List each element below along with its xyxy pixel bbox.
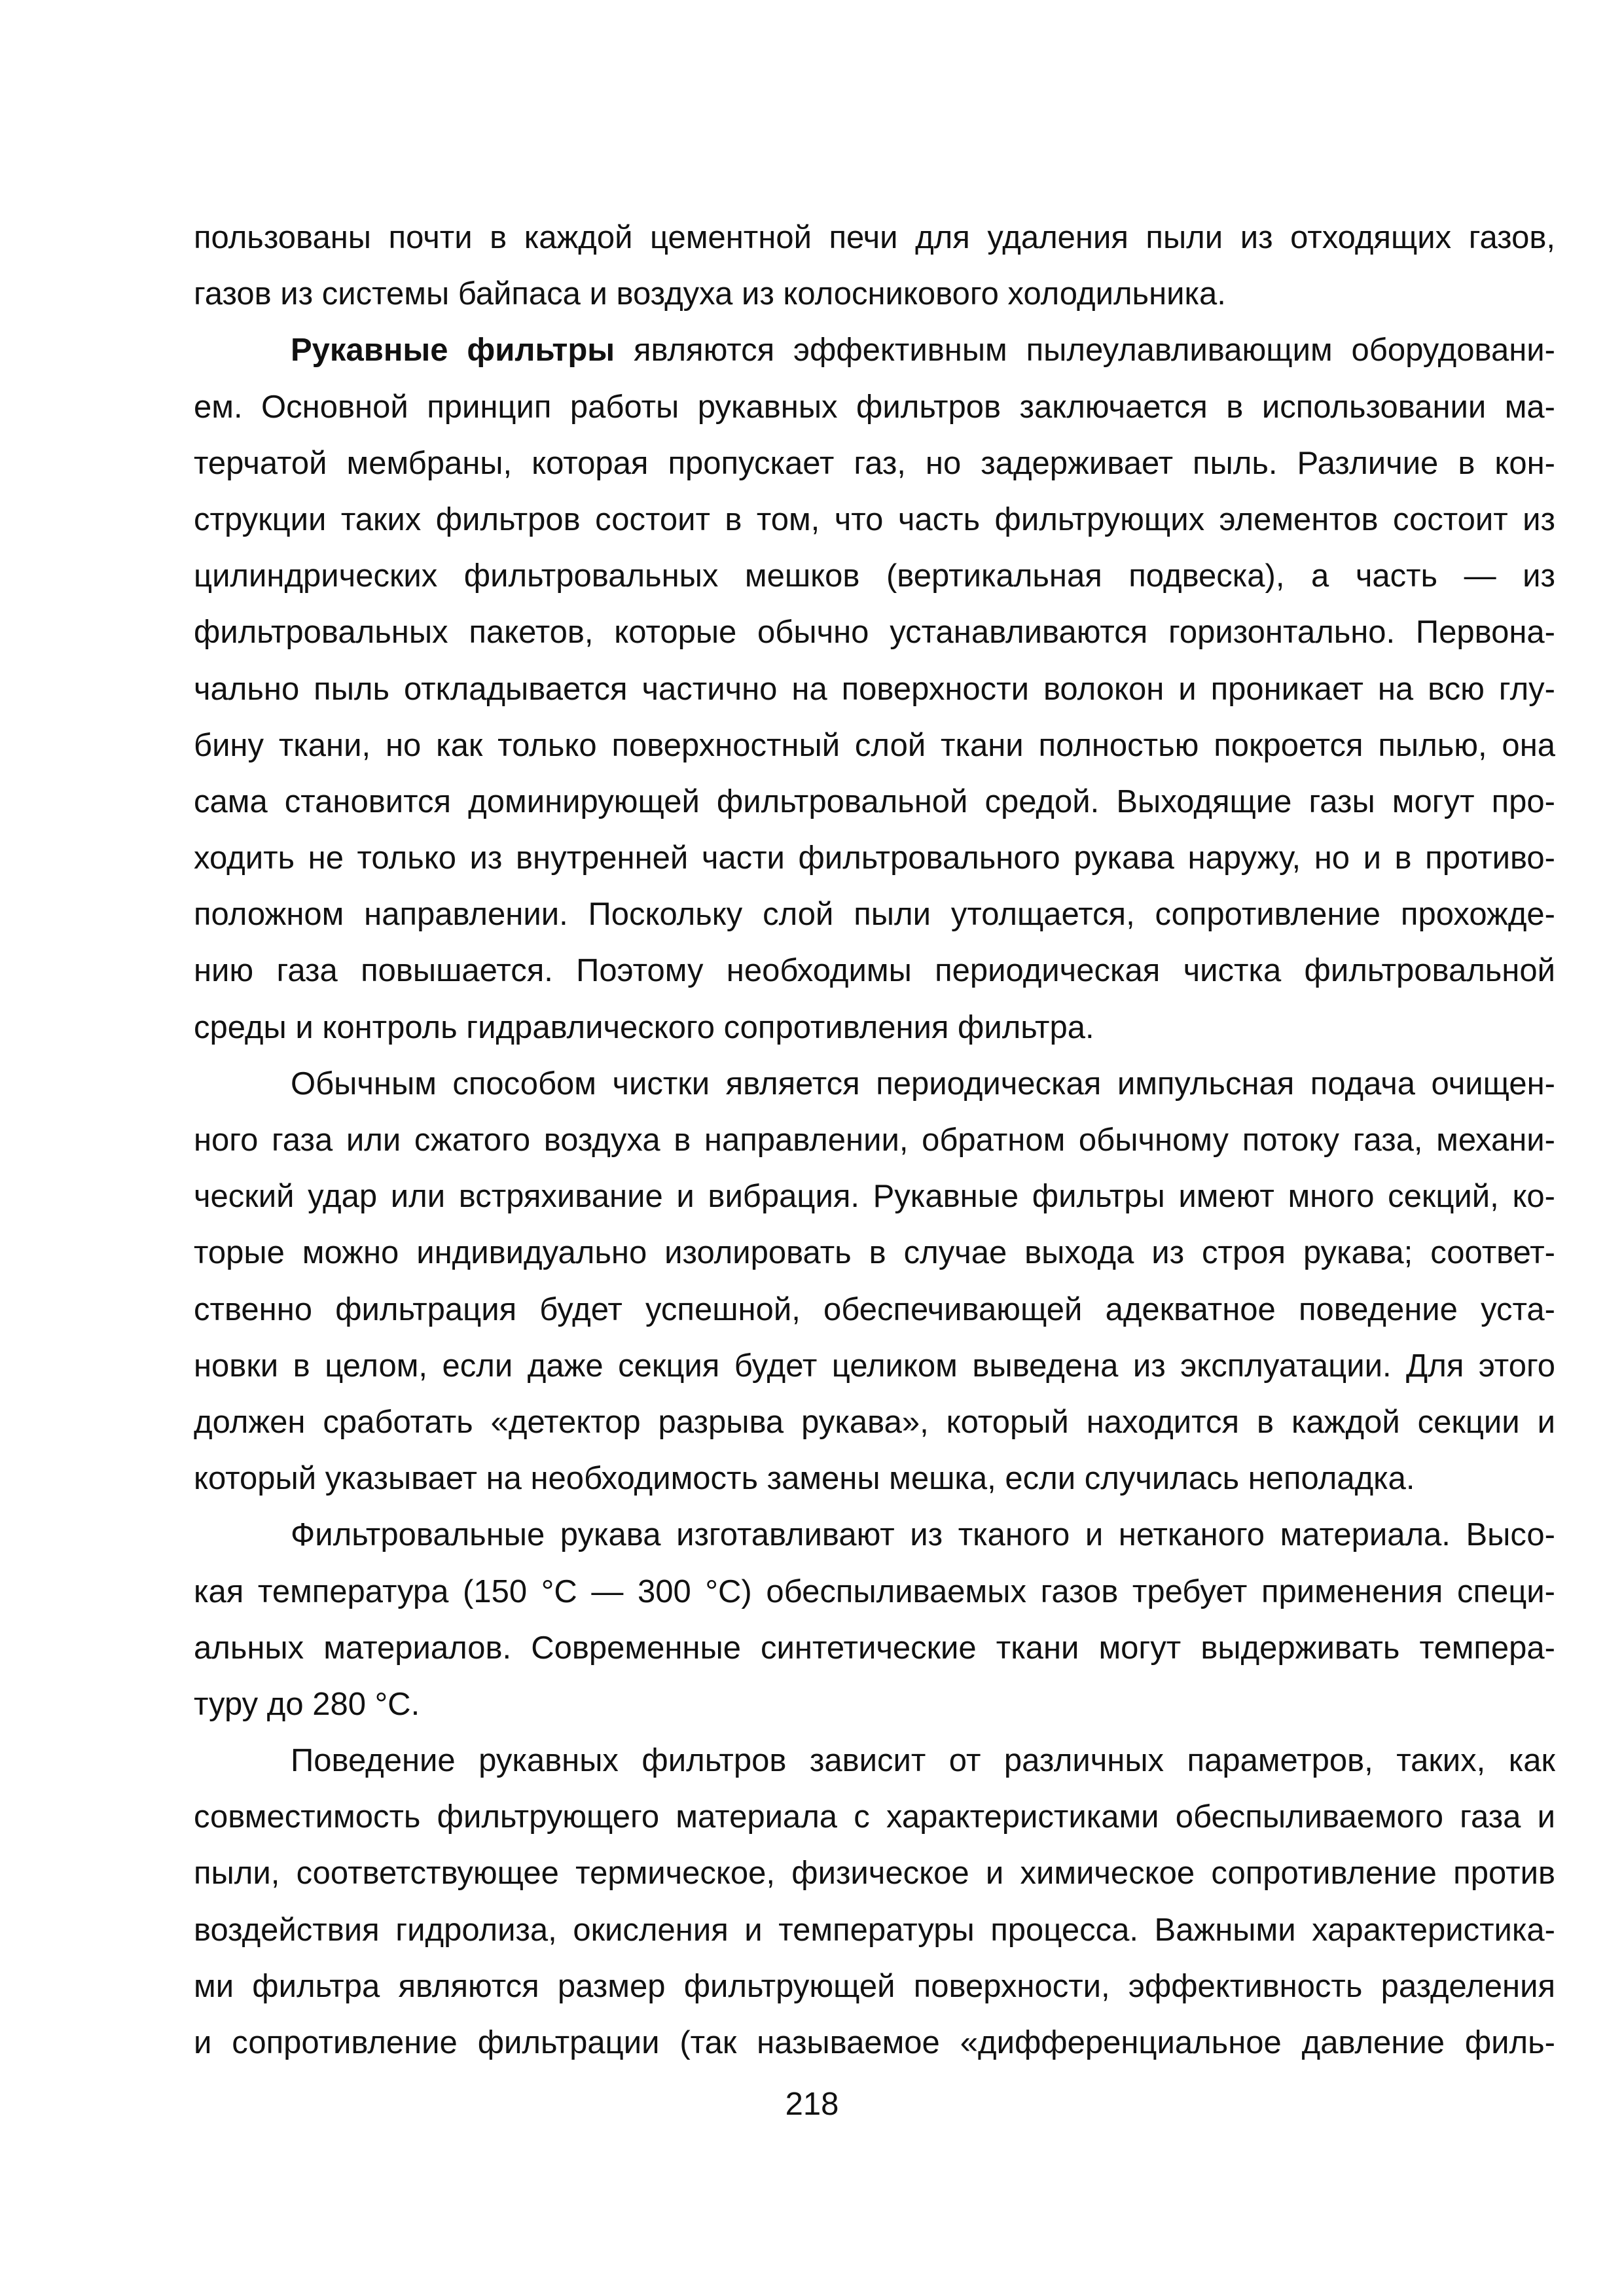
text-line: пыли, соответствующее термическое, физическое и химическое сопротивление против [194, 1856, 1555, 1892]
body-text [194, 209, 1555, 2071]
paragraph [194, 1732, 1555, 2071]
text-line: бину ткани, но как только поверхностный слой ткани полностью покроется пылью, она [194, 727, 1555, 763]
text-line: газов из системы байпаса и воздуха из колосникового холодильника. [194, 276, 1226, 312]
text-line: ческий удар или встряхивание и вибрация. Рукавные фильтры имеют много секций, ко- [194, 1179, 1555, 1215]
text-line: Поведение рукавных фильтров зависит от различных параметров, таких, как [291, 1743, 1555, 1779]
text-line: должен сработать «детектор разрыва рукава», который находится в каждой секции и [194, 1404, 1555, 1440]
paragraph [194, 1056, 1555, 1507]
text-line: совместимость фильтрующего материала с характеристиками обеспыливаемого газа и [194, 1799, 1555, 1835]
page-number: 218 [785, 2087, 839, 2122]
text-line: ного газа или сжатого воздуха в направлении, обратном обычному потоку газа, механи- [194, 1122, 1555, 1158]
text-line: воздействия гидролиза, окисления и температуры процесса. Важными характеристика- [194, 1912, 1555, 1948]
text-line: среды и контроль гидравлического сопротивления фильтра. [194, 1009, 1094, 1045]
bold-term: Рукавные фильтры [291, 332, 615, 368]
paragraph [194, 209, 1555, 322]
text-line: который указывает на необходимость замены мешка, если случилась неполадка. [194, 1461, 1415, 1497]
text-line: нию газа повышается. Поэтому необходимы периодическая чистка фильтровальной [194, 953, 1555, 989]
text-line: торые можно индивидуально изолировать в случае выхода из строя рукава; соответ- [194, 1235, 1555, 1271]
text-line: положном направлении. Поскольку слой пыли утолщается, сопротивление прохожде- [194, 897, 1555, 933]
text-line: альных материалов. Современные синтетические ткани могут выдерживать темпера- [194, 1630, 1555, 1666]
text-line: ем. Основной принцип работы рукавных фильтров заключается в использовании ма- [194, 389, 1555, 425]
text-line: сама становится доминирующей фильтровальной средой. Выходящие газы могут про- [194, 783, 1555, 819]
text-line: чально пыль откладывается частично на поверхности волокон и проникает на всю глу- [194, 671, 1555, 707]
text-line: и сопротивление фильтрации (так называемое «дифференциальное давление филь- [194, 2025, 1555, 2060]
text-line [194, 322, 1555, 378]
text-line: ственно фильтрация будет успешной, обеспечивающей адекватное поведение уста- [194, 1291, 1555, 1327]
text-line: ходить не только из внутренней части фильтровального рукава наружу, но и в противо- [194, 840, 1555, 876]
text-line: новки в целом, если даже секция будет целиком выведена из эксплуатации. Для этого [194, 1348, 1555, 1384]
text-line: струкции таких фильтров состоит в том, что часть фильтрующих элементов состоит из [194, 501, 1555, 537]
text-line: фильтровальных пакетов, которые обычно устанавливаются горизонтально. Первона- [194, 615, 1555, 651]
paragraph [194, 1507, 1555, 1732]
text-fragment: являются эффективным пылеулавливающим оборудовани- [615, 332, 1555, 368]
text-line: цилиндрических фильтровальных мешков (вертикальная подвеска), а часть — из [194, 558, 1555, 594]
paragraph [194, 322, 1555, 1055]
text-line: терчатой мембраны, которая пропускает газ, но задерживает пыль. Различие в кон- [194, 445, 1555, 481]
text-line: пользованы почти в каждой цементной печи для удаления пыли из отходящих газов, [194, 220, 1555, 255]
text-line: Обычным способом чистки является периодическая импульсная подача очищен- [291, 1066, 1555, 1102]
text-line: Фильтровальные рукава изготавливают из тканого и нетканого материала. Высо- [291, 1517, 1555, 1553]
text-line: кая температура (150 °С — 300 °С) обеспыливаемых газов требует применения специ- [194, 1573, 1555, 1609]
text-line: туру до 280 °С. [194, 1686, 420, 1722]
text-line: ми фильтра являются размер фильтрующей поверхности, эффективность разделения [194, 1968, 1555, 2004]
